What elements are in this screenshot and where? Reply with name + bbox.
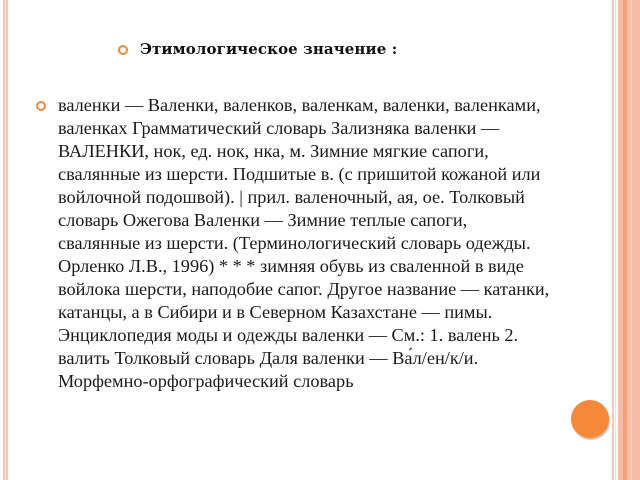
left-border-inner-line: [5, 0, 6, 480]
hollow-circle-bullet-icon: [36, 101, 46, 111]
right-border-dark-stripe: [623, 0, 627, 480]
right-border-light-stripe: [630, 0, 632, 480]
hollow-circle-bullet-icon: [118, 45, 128, 55]
body-text: валенки — Валенки, валенков, валенкам, валенки, валенками, валенках Грамматический словарь Зализняка валенки — ВАЛЕНКИ, нок, ед. нок, нка, м. Зимние мягкие сапоги, свалянные из шерсти. Подшитые в. (с пришитой кожаной или войлочной подошвой). | прил. валеночный, ая, ое. Толковый словарь Ожегова Валенки — Зимние теплые сапоги, свалянные из шерсти. (Терминологический словарь одежды. Орленко Л.В., 1996) * * * зимняя обувь из сваленной в виде войлока шерсти, наподобие сапог. Другое название — катанки, катанцы, а в Сибири и в Северном Казахстане — пимы. Энциклопедия моды и одежды валенки — См.: 1. валень 2. валить Толковый словарь Даля валенки — Ва́л/ен/к/и. Морфемно-орфографический словарь: [58, 95, 550, 391]
body-bullet-item: [36, 94, 556, 393]
heading-text: Этимологическое значение :: [140, 40, 398, 58]
right-border-band: [618, 0, 640, 480]
right-border-thin-line: [612, 0, 614, 480]
right-border-hairline: [615, 0, 616, 480]
orange-circle-icon: [571, 400, 609, 438]
slide-heading: [118, 40, 397, 58]
